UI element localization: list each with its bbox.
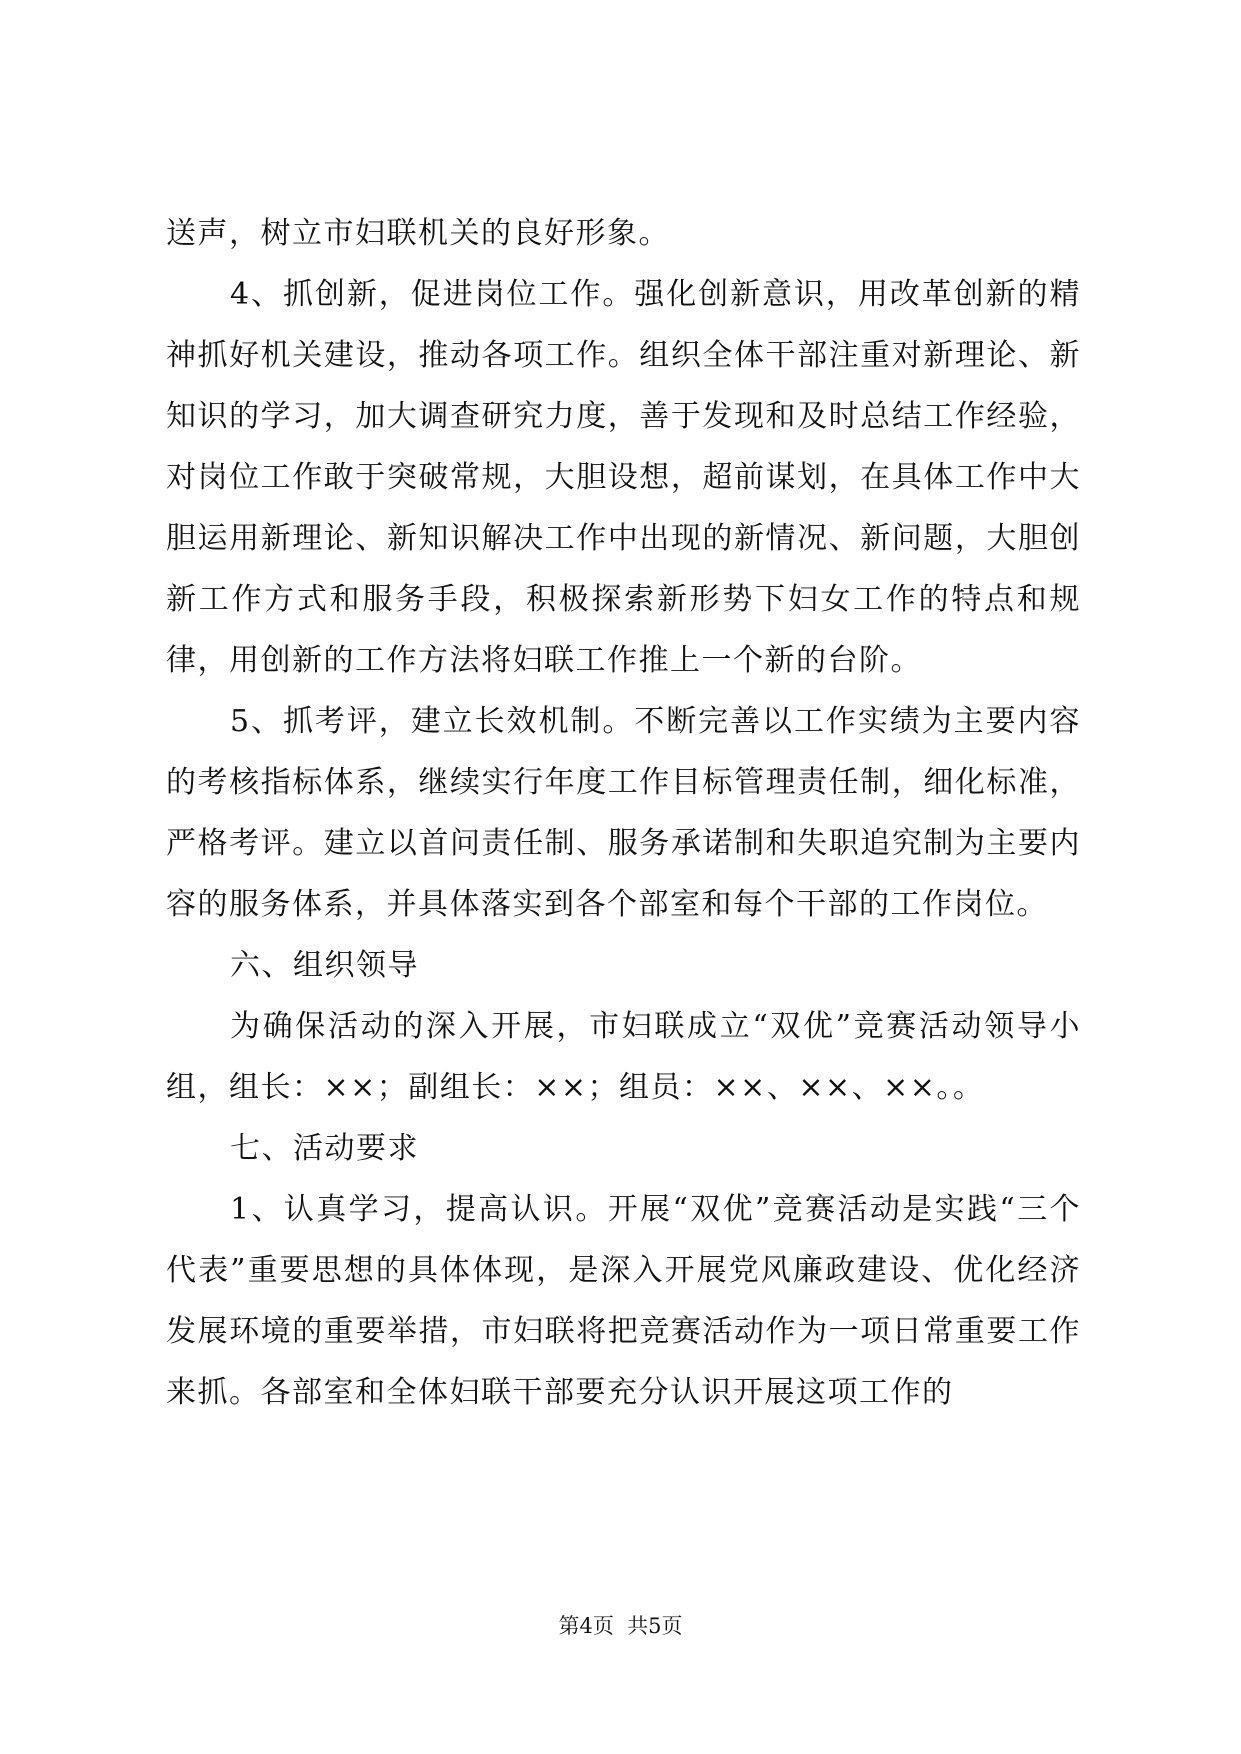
paragraph-continuation: 送声，树立市妇联机关的良好形象。: [166, 216, 670, 251]
paragraph-item-4: 4、抓创新，促进岗位工作。强化创新意识，用改革创新的精神抓好机关建设，推动各项工作。组织全体干部注重对新理论、新知识的学习，加大调查研究力度，善于发现和及时总结工作经验，对岗位工作敢于突破常规，大胆设想，超前谋划，在具体工作中大胆运用新理论、新知识解决工作中出现的新情况、新问题，大胆创新工作方式和服务手段，积极探索新形势下妇女工作的特点和规律，用创新的工作方法将妇联工作推上一个新的台阶。: [166, 277, 1081, 678]
section-heading-requirements: 七、活动要求: [230, 1131, 419, 1166]
paragraph-requirement-1: 1、认真学习，提高认识。开展“双优”竞赛活动是实践“三个代表”重要思想的具体体现，是深入开展党风廉政建设、优化经济发展环境的重要举措，市妇联将把竞赛活动作为一项日常重要工作来抓。各部室和全体妇联干部要充分认识开展这项工作的: [166, 1192, 1081, 1410]
page-number-label: 第4页 共5页: [558, 1614, 683, 1638]
paragraph-leadership-group: 为确保活动的深入开展，市妇联成立“双优”竞赛活动领导小组，组长：××；副组长：××；组员：××、××、××。。: [166, 1009, 1081, 1105]
paragraph-item-5: 5、抓考评，建立长效机制。不断完善以工作实绩为主要内容的考核指标体系，继续实行年度工作目标管理责任制，细化标准，严格考评。建立以首问责任制、服务承诺制和失职追究制为主要内容的服务体系，并具体落实到各个部室和每个干部的工作岗位。: [166, 704, 1081, 922]
page-footer: [0, 1611, 1241, 1641]
document-body: [166, 203, 1081, 1423]
section-heading-organization: 六、组织领导: [230, 948, 419, 983]
